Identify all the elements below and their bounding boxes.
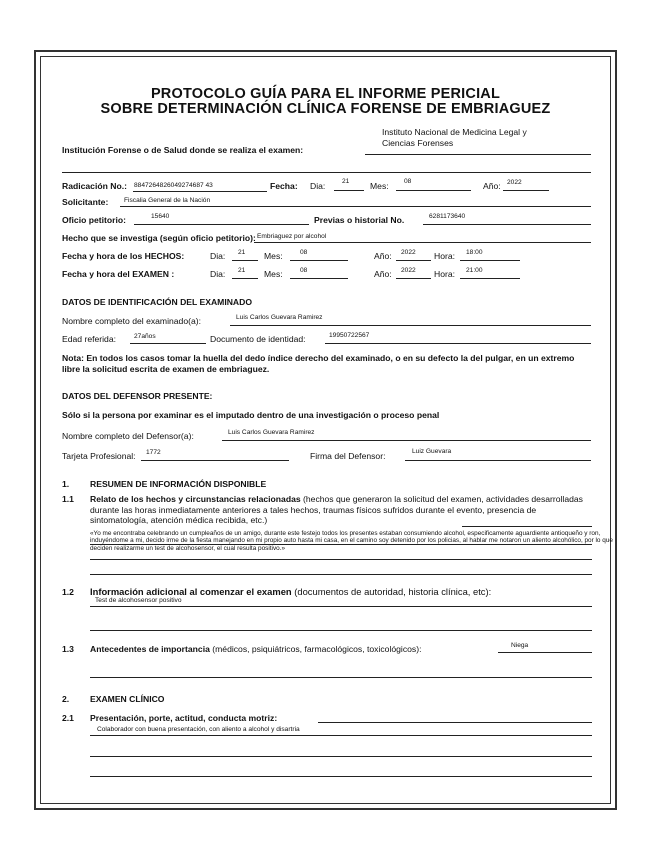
resumen-num: 1. [62,479,70,489]
examen-dia: 21 [238,267,246,274]
s11-value: «Yo me encontraba celebrando un cumpleaños de un amigo, durante este festejo todos los presentes estaban consumiendo alcohol, especificamente aguardiente antioqueño y ron, induyéndome a mi, decido irme de la fiesta manejando en mi propio auto hasta mi casa, en el camino soy detenido por los policias, al hablar me notaron un aliento alcohólico, por lo que deciden realizarme un test de alcohosensor, el cual resulta positivo.» [90,530,613,552]
s13-line-1 [498,652,592,653]
institucion-line-2 [62,172,591,173]
hechos-hora: 18:00 [466,249,483,256]
examen-dia-line [232,278,258,279]
defensor-heading: DATOS DEL DEFENSOR PRESENTE: [62,391,213,401]
doc-line [325,343,591,344]
s13-line-2 [90,677,592,678]
fecha-dia-line [334,190,364,191]
examen-label: Fecha y hora del EXAMEN : [62,269,175,279]
hecho-value: Embriaguez por alcohol [257,233,327,240]
tarjeta-line [141,460,289,461]
firma-line [405,460,591,461]
s11-line [462,526,592,527]
hechos-hora-line [460,260,520,261]
hechos-dia-label: Dia: [210,251,226,261]
institucion-value-1: Instituto Nacional de Medicina Legal y [382,127,527,137]
fecha-mes-label: Mes: [370,181,389,191]
examen-anio: 2022 [401,267,416,274]
edad-value: 27años [134,333,156,340]
s11-rest: (hechos que generaron la solicitud del examen, actividades desarrolladas durante las horas inmediatamente anteriores a tales hechos, traumas físicos sufridos durante el evento, presencia de sintomatología, atención médica recibida, etc.) [90,494,583,526]
inner-frame [40,56,611,804]
fecha-label: Fecha: [270,181,298,191]
examen-anio-label: Año: [374,269,392,279]
examen-dia-label: Dia: [210,269,226,279]
edad-label: Edad referida: [62,334,116,344]
oficio-label: Oficio petitorio: [62,215,126,225]
examen-hora: 21:00 [466,267,483,274]
fecha-anio: 2022 [507,179,522,186]
s21-line [318,722,592,723]
defensor-sub: Sólo si la persona por examinar es el imputado dentro de una investigación o proceso penal [62,410,440,420]
hechos-hora-label: Hora: [434,251,456,261]
hechos-anio-label: Año: [374,251,392,261]
hechos-label: Fecha y hora de los HECHOS: [62,251,185,261]
hechos-dia: 21 [238,249,246,256]
s11-value-line-1 [90,544,592,545]
s11-value-line-3 [90,574,592,575]
nombre-value: Luis Carlos Guevara Ramirez [236,314,323,321]
previas-line [423,224,591,225]
s21-line-2 [90,756,592,757]
solicitante-value: Fiscalia General de la Nación [124,197,211,204]
s21-value: Colaborador con buena presentación, con aliento a alcohol y disartria [97,726,300,733]
solicitante-label: Solicitante: [62,197,109,207]
firma-label: Firma del Defensor: [310,451,386,461]
hechos-anio-line [396,260,431,261]
s12-line-1 [90,606,592,607]
oficio-line [134,224,309,225]
hechos-mes: 08 [300,249,308,256]
s11-bold: Relato de los hechos y circunstancias relacionadas [90,494,301,504]
s12-value: Test de alcohosensor positivo [95,597,182,604]
fecha-mes-line [396,190,471,191]
s13-text [90,644,510,655]
s12-num: 1.2 [62,587,74,597]
s12-rest: (documentos de autoridad, historia clínica, etc): [291,586,492,597]
doc-value: 19950722567 [329,332,370,339]
s21-num: 2.1 [62,713,74,723]
nota: Nota: En todos los casos tomar la huella del dedo índice derecho del examinado, o en su defecto la del pulgar, en un extremo libre la solicitud escrita de examen de embriaguez. [62,353,575,374]
s12-bold: Información adicional al comenzar el examen [90,586,292,597]
s21-label: Presentación, porte, actitud, conducta motriz: [90,713,278,723]
institucion-label: Institución Forense o de Salud donde se realiza el examen: [62,145,304,155]
s11-value-line-2 [90,559,592,560]
resumen-heading: RESUMEN DE INFORMACIÓN DISPONIBLE [90,479,267,489]
nombre-label: Nombre completo del examinado(a): [62,316,201,326]
solicitante-line [120,206,591,207]
hecho-line [254,242,591,243]
oficio-value: 15640 [151,213,170,220]
fecha-dia-label: Dia: [310,181,326,191]
s13-rest: (médicos, psiquiátricos, farmacológicos, toxicológicos): [209,644,422,654]
tarjeta-label: Tarjeta Profesional: [62,451,136,461]
defensor-nombre-line [222,440,591,441]
nombre-line [230,325,591,326]
edad-line [130,343,206,344]
title-line-1: PROTOCOLO GUÍA PARA EL INFORME PERICIAL [150,86,501,102]
hechos-dia-line [232,260,258,261]
radicacion-value: 8847264826049274687 43 [134,182,213,189]
hechos-mes-label: Mes: [264,251,283,261]
firma-value: Luiz Guevara [412,448,452,455]
doc-label: Documento de identidad: [210,334,306,344]
fecha-dia: 21 [342,178,350,185]
defensor-nombre-label: Nombre completo del Defensor(a): [62,431,194,441]
s12-line-2 [90,630,592,631]
examen-hora-label: Hora: [434,269,456,279]
s13-value: Niega [511,642,529,649]
hecho-label: Hecho que se investiga (según oficio petitorio): [62,233,256,243]
title-line-2: SOBRE DETERMINACIÓN CLÍNICA FORENSE DE EMBRIAGUEZ [100,101,551,117]
s21-line-3 [90,776,592,777]
s21-line-1 [90,735,592,736]
tarjeta-value: 1772 [146,449,161,456]
radicacion-label: Radicación No.: [62,181,127,191]
institucion-value-2: Ciencias Forenses [382,138,454,148]
hechos-anio: 2022 [401,249,416,256]
fecha-mes: 08 [404,178,412,185]
s13-num: 1.3 [62,644,74,654]
identificacion-heading: DATOS DE IDENTIFICACIÓN DEL EXAMINADO [62,297,253,307]
fecha-anio-label: Año: [483,181,501,191]
previas-label: Previas o historial No. [314,215,405,225]
previas-value: 6281173640 [429,213,466,220]
examen-anio-line [396,278,431,279]
s11-text [90,494,592,526]
examen-mes-line [290,278,348,279]
clinico-heading: EXAMEN CLÍNICO [90,694,165,704]
defensor-nombre: Luis Carlos Guevara Ramirez [228,429,315,436]
s11-num: 1.1 [62,494,74,504]
hechos-mes-line [290,260,348,261]
radicacion-line [133,191,267,192]
examen-hora-line [460,278,520,279]
fecha-anio-line [503,190,549,191]
s12-text [90,587,595,598]
examen-mes: 08 [300,267,308,274]
s13-bold: Antecedentes de importancia [90,644,210,654]
examen-mes-label: Mes: [264,269,283,279]
clinico-num: 2. [62,694,70,704]
institucion-line [365,154,591,155]
